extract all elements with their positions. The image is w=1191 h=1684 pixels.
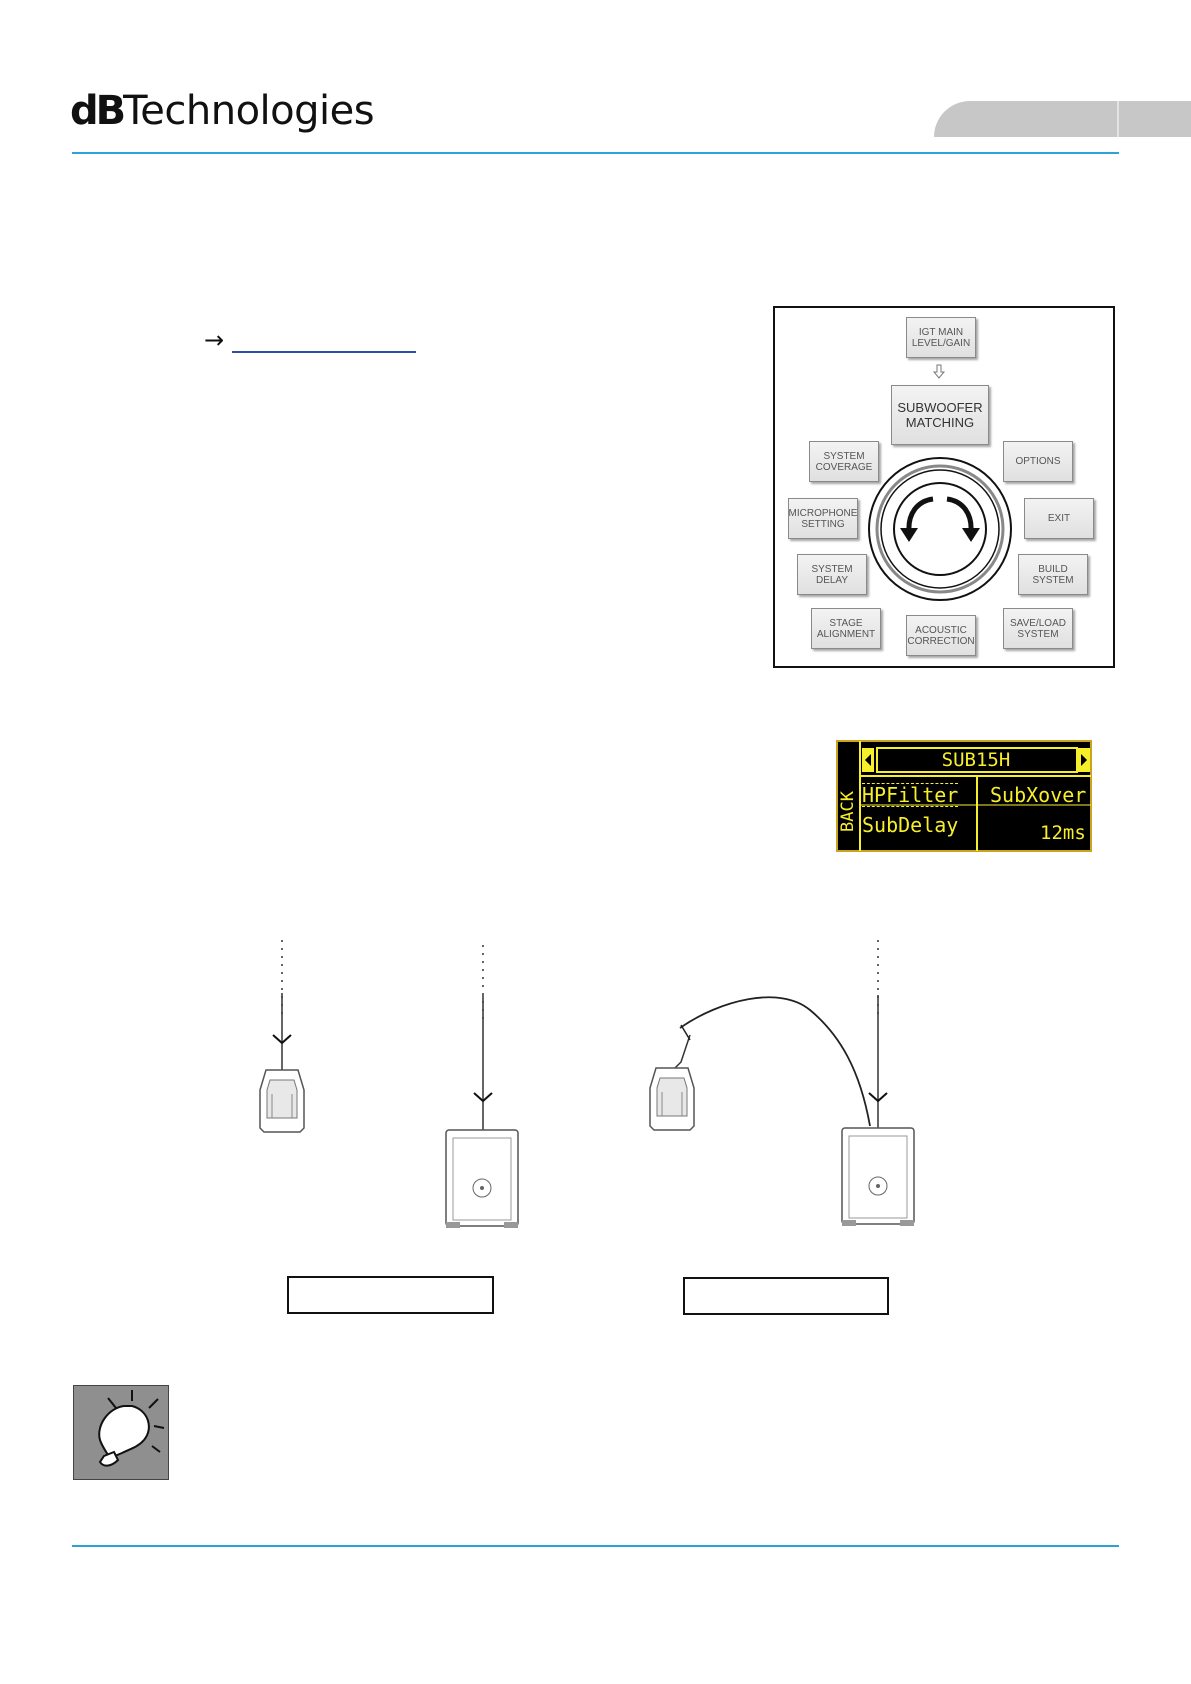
rotary-encoder[interactable] (867, 456, 1013, 602)
lightbulb-icon (74, 1386, 168, 1479)
menu-item-options[interactable]: OPTIONS (1003, 441, 1073, 482)
lcd-back-label[interactable]: BACK (838, 791, 858, 832)
link-arrow-icon: → (204, 326, 225, 354)
caption-box-left (287, 1276, 494, 1314)
menu-item-system-delay[interactable]: SYSTEM DELAY (797, 554, 867, 595)
header-tab-divider (1117, 101, 1119, 137)
hyperlink-underline[interactable] (232, 351, 416, 353)
lcd-subxover[interactable]: SubXover (990, 783, 1087, 807)
subwoofer-left (446, 945, 518, 1228)
subwoofer-right (842, 940, 914, 1226)
top-speaker-right (650, 997, 870, 1130)
menu-item-save-load-system[interactable]: SAVE/LOAD SYSTEM (1003, 608, 1073, 649)
logo-db: dB (70, 88, 124, 134)
menu-item-igt-main[interactable]: IGT MAIN LEVEL/GAIN (906, 317, 976, 358)
top-speaker-left (260, 940, 304, 1132)
tip-box (73, 1385, 169, 1480)
lcd-display (836, 740, 1092, 852)
lcd-delay-value[interactable]: 12ms (1040, 822, 1086, 844)
brand-logo (70, 88, 374, 134)
menu-item-system-coverage[interactable]: SYSTEM COVERAGE (809, 441, 879, 482)
footer-rule (72, 1545, 1119, 1547)
menu-item-build-system[interactable]: BUILD SYSTEM (1018, 554, 1088, 595)
menu-item-stage-alignment[interactable]: STAGE ALIGNMENT (811, 608, 881, 649)
menu-item-subwoofer-matching[interactable]: SUBWOOFER MATCHING (891, 385, 989, 445)
logo-technologies: Technologies (123, 88, 375, 134)
menu-item-acoustic-correction[interactable]: ACOUSTIC CORRECTION (906, 615, 976, 656)
menu-item-exit[interactable]: EXIT (1024, 498, 1094, 539)
menu-diagram (773, 306, 1115, 668)
lcd-hpfilter[interactable]: HPFilter (862, 783, 959, 807)
header-tab (934, 101, 1191, 137)
lcd-subdelay[interactable]: SubDelay (862, 813, 959, 837)
lcd-model-name[interactable]: SUB15H (941, 749, 1011, 771)
caption-box-right (683, 1277, 889, 1315)
header-rule (72, 152, 1119, 154)
alignment-diagrams (0, 930, 1191, 1240)
menu-item-microphone-setting[interactable]: MICROPHONE SETTING (788, 498, 858, 539)
arrow-down-icon (931, 364, 947, 380)
